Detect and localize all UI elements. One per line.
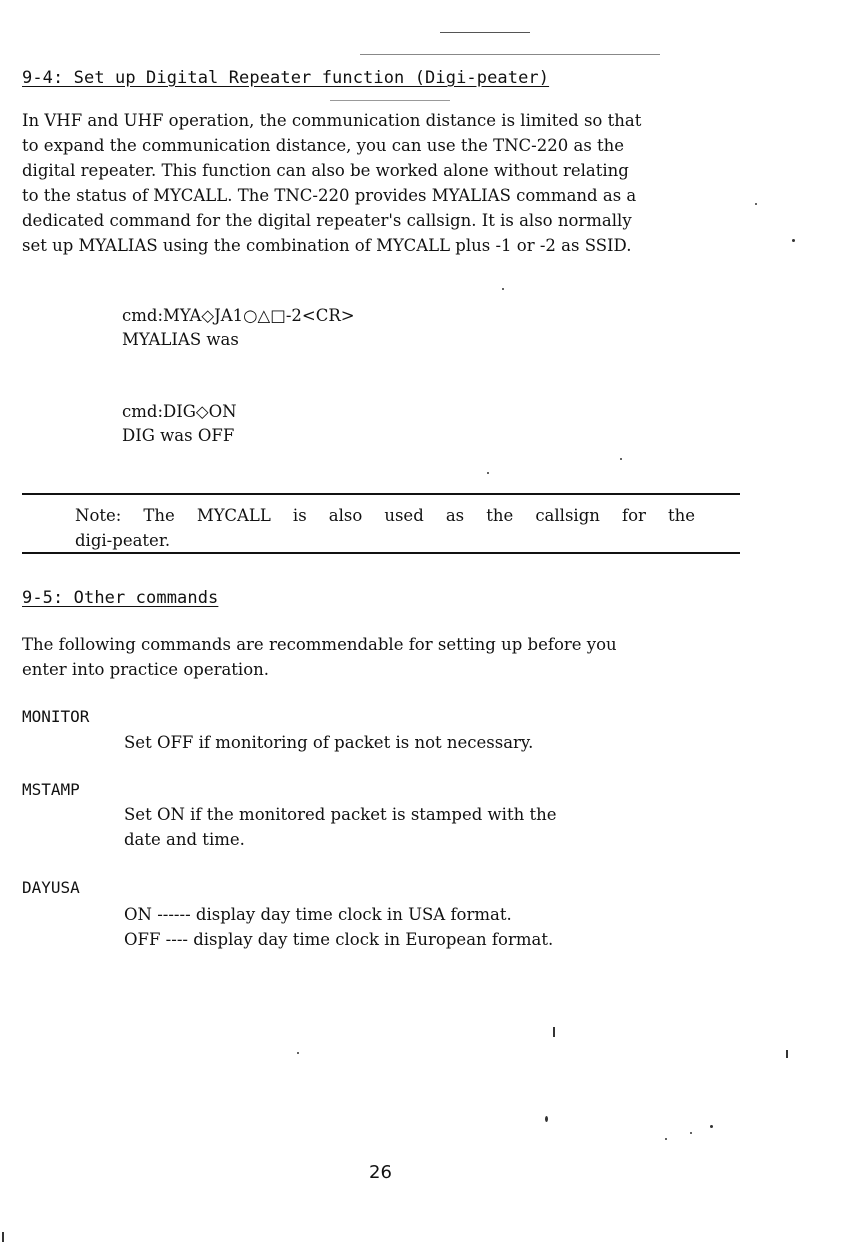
paragraph-line: dedicated command for the digital repeater's callsign. It is also normally [22, 211, 632, 230]
scan-speck [545, 1116, 548, 1122]
scan-speck [665, 1138, 667, 1140]
desc-line: Set OFF if monitoring of packet is not necessary. [124, 733, 534, 752]
scan-speck [792, 239, 795, 242]
scan-speck [502, 288, 504, 290]
section-9-5-intro [22, 632, 617, 682]
desc-line: ON ------ display day time clock in USA format. [124, 905, 512, 924]
note-bottom-rule [22, 552, 740, 554]
scan-speck [553, 1027, 555, 1037]
scan-speck [620, 458, 622, 460]
desc-line: Set ON if the monitored packet is stamped with the [124, 805, 557, 824]
note-box [75, 503, 695, 553]
intro-line: The following commands are recommendable for setting up before you [22, 635, 617, 654]
example-mya-command [122, 304, 355, 352]
scan-speck [487, 472, 489, 474]
scan-noise [360, 54, 660, 55]
paragraph-line: set up MYALIAS using the combination of MYCALL plus -1 or -2 as SSID. [22, 236, 632, 255]
scan-speck [2, 1232, 4, 1242]
paragraph-line: to expand the communication distance, you can use the TNC-220 as the [22, 136, 625, 155]
command-line: cmd:DIG◇ON [122, 402, 237, 421]
intro-line: enter into practice operation. [22, 660, 270, 679]
paragraph-line: digital repeater. This function can also be worked alone without relating [22, 161, 629, 180]
section-9-4-title: 9-4: Set up Digital Repeater function (Digi-peater) [22, 68, 550, 88]
example-dig-command [122, 400, 237, 448]
note-line: Note: The MYCALL is also used as the callsign for the [75, 506, 695, 525]
command-desc-dayusa [124, 902, 553, 952]
scan-noise [330, 100, 450, 101]
desc-line: date and time. [124, 830, 245, 849]
page-number: 26 [369, 1162, 392, 1183]
paragraph-line: to the status of MYCALL. The TNC-220 provides MYALIAS command as a [22, 186, 637, 205]
paragraph-line: In VHF and UHF operation, the communication distance is limited so that [22, 111, 642, 130]
section-9-5-title: 9-5: Other commands [22, 588, 219, 608]
command-desc-monitor [124, 730, 533, 755]
section-9-4-paragraph [22, 108, 641, 258]
scan-noise [440, 32, 530, 33]
desc-line: OFF ---- display day time clock in European format. [124, 930, 554, 949]
command-line: cmd:MYA◇JA1○△□-2<CR> [122, 306, 355, 325]
scan-speck [710, 1125, 713, 1128]
command-desc-mstamp [124, 802, 556, 852]
note-top-rule [22, 493, 740, 495]
scan-speck [786, 1050, 788, 1058]
command-name-monitor: MONITOR [22, 707, 90, 726]
command-name-mstamp: MSTAMP [22, 780, 80, 799]
scan-speck [690, 1132, 692, 1134]
scan-speck [297, 1052, 299, 1054]
note-line: digi-peater. [75, 531, 171, 550]
response-line: DIG was OFF [122, 426, 235, 445]
scan-speck [755, 203, 757, 205]
response-line: MYALIAS was [122, 330, 239, 349]
command-name-dayusa: DAYUSA [22, 878, 80, 897]
